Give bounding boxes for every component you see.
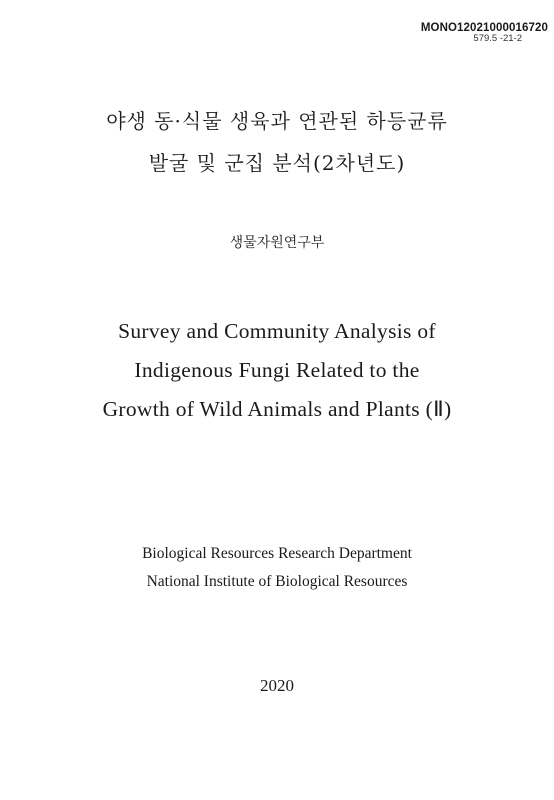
english-title (0, 312, 554, 429)
english-department (0, 540, 554, 596)
korean-department: 생물자원연구부 (229, 235, 325, 251)
catalog-number: 579.5 -21-2 (473, 33, 522, 45)
english-title-line-1: Survey and Community Analysis of (118, 319, 436, 343)
english-title-line-3: Growth of Wild Animals and Plants (Ⅱ) (102, 397, 452, 421)
korean-title-line-2: 발굴 및 군집 분석(2차년도) (148, 151, 406, 175)
catalog-stamp (421, 22, 548, 44)
publication-year: 2020 (260, 676, 294, 695)
korean-title (0, 100, 554, 184)
korean-title-line-1: 야생 동·식물 생육과 연관된 하등균류 (106, 109, 448, 133)
english-title-line-2: Indigenous Fungi Related to the (134, 358, 420, 382)
english-department-line-2: National Institute of Biological Resources (146, 573, 408, 590)
english-department-line-1: Biological Resources Research Department (142, 545, 412, 562)
catalog-code: MONO12021000016720 (420, 22, 548, 34)
